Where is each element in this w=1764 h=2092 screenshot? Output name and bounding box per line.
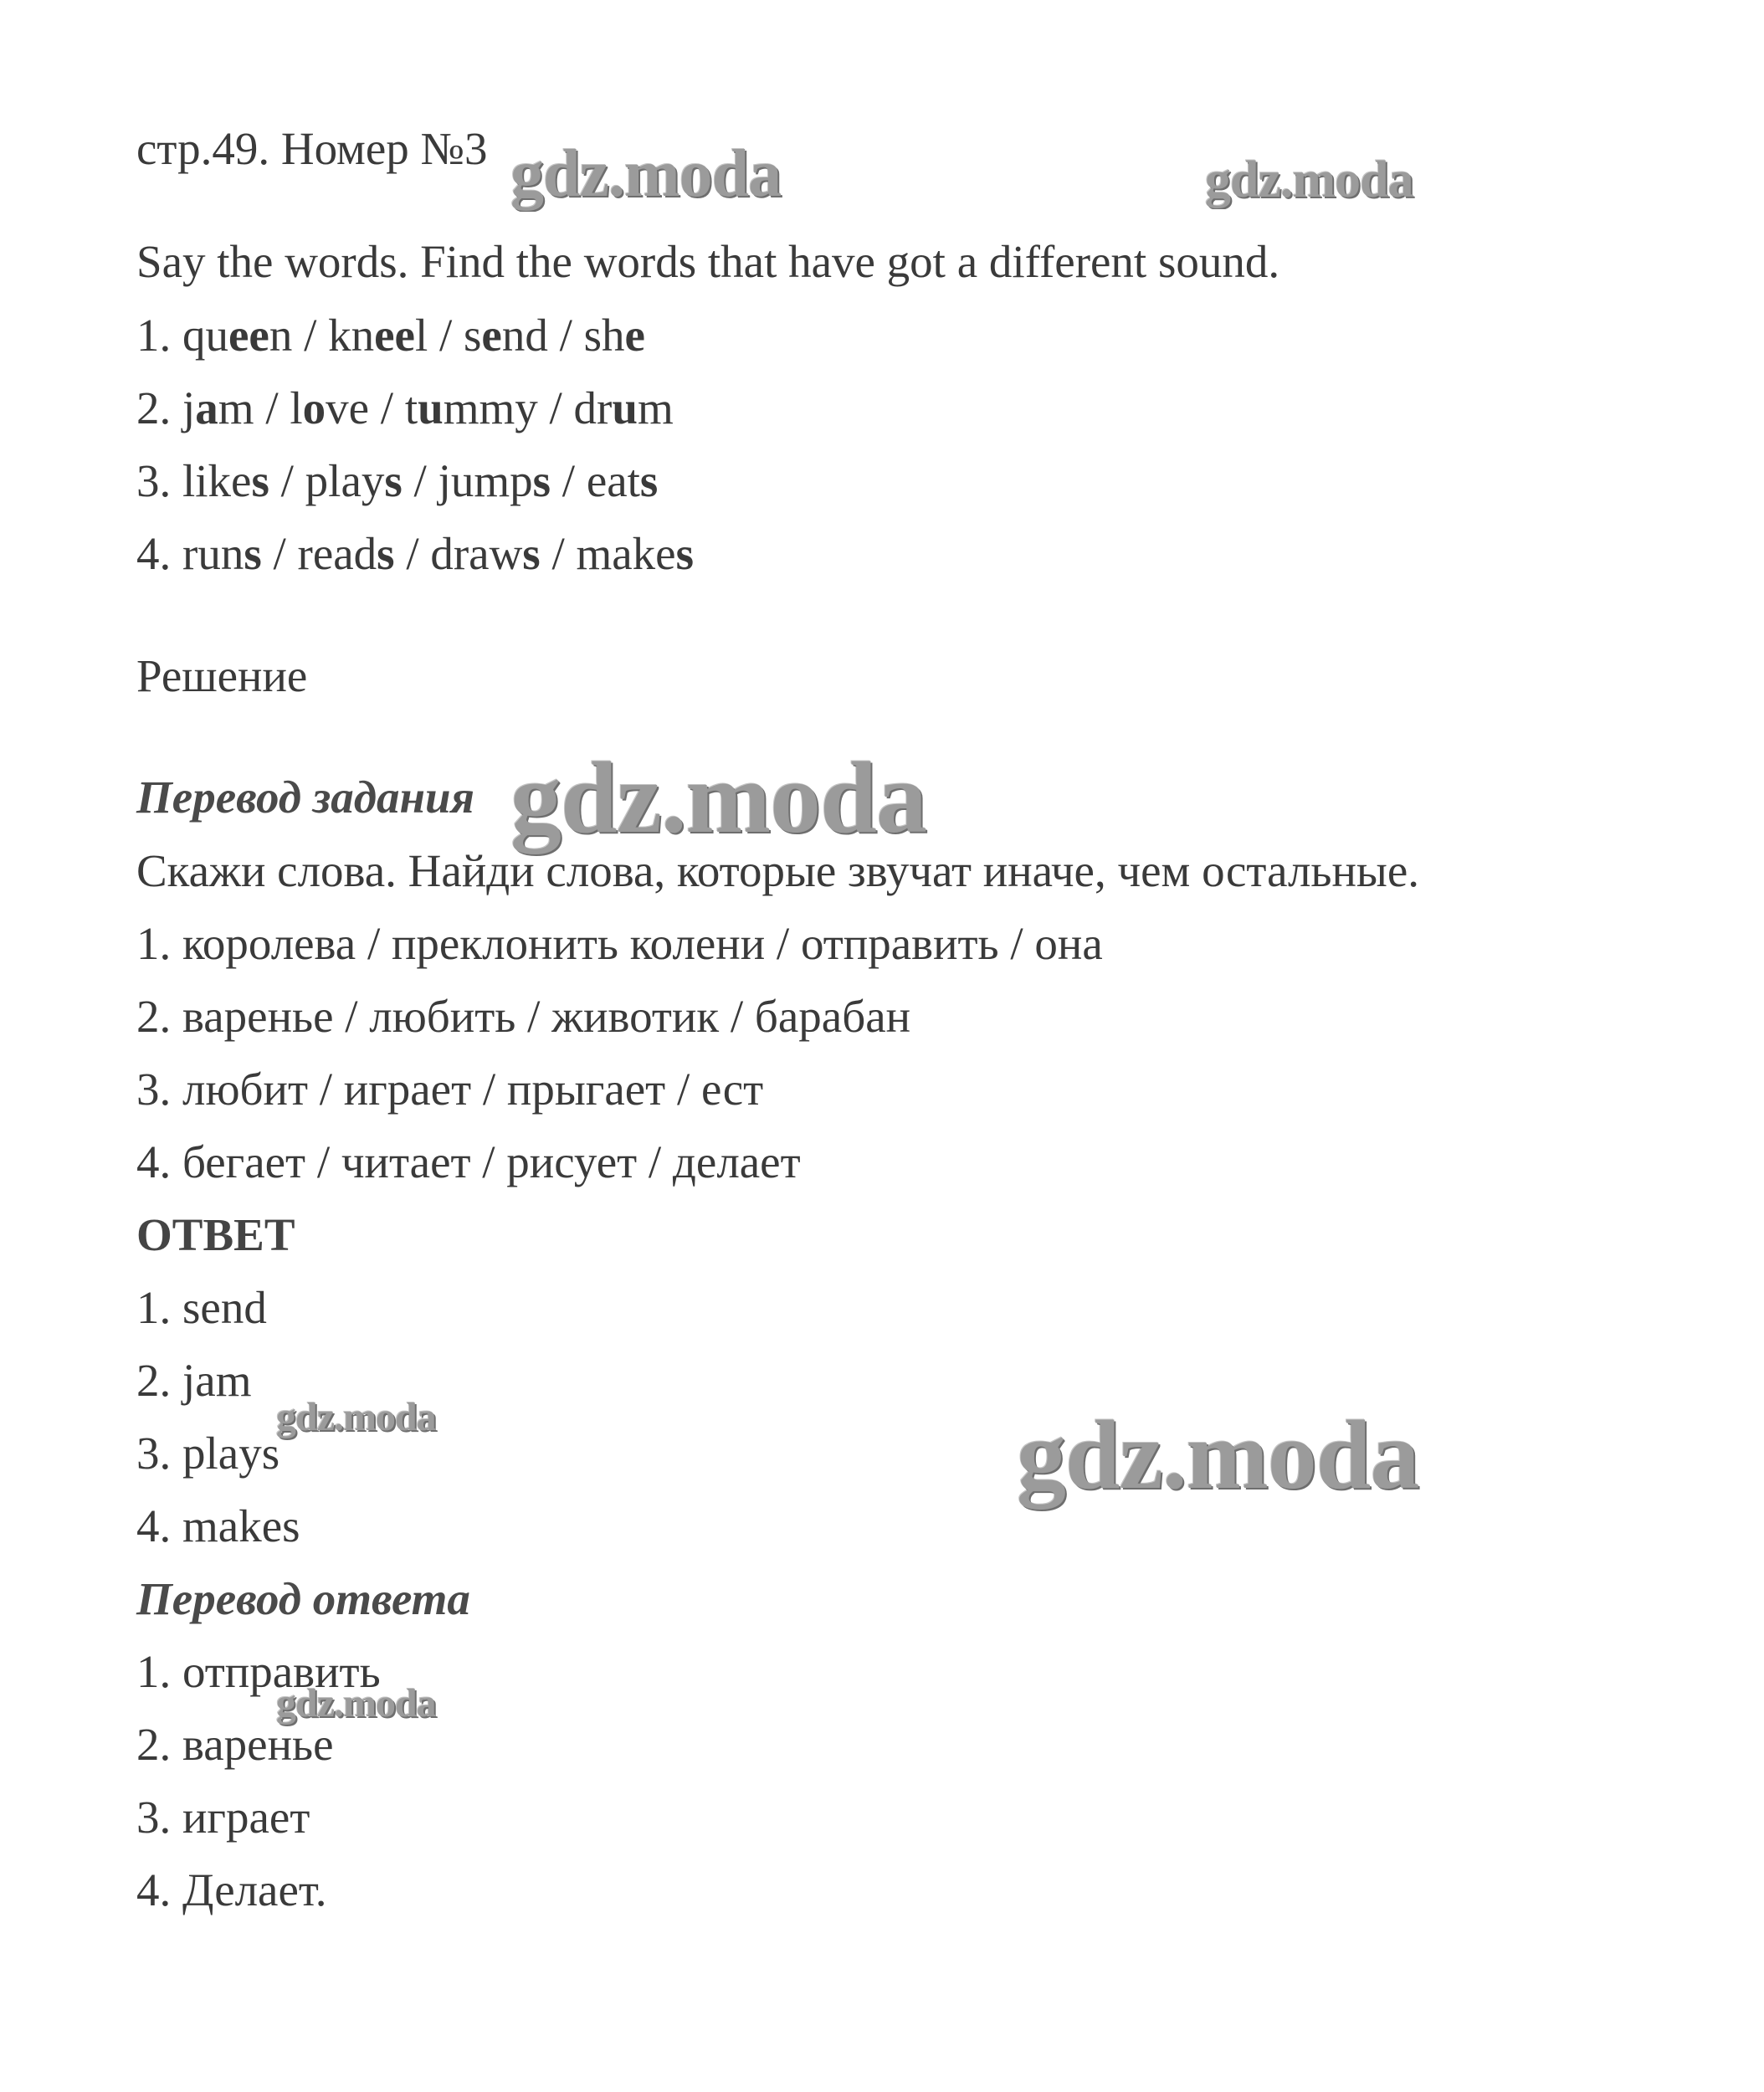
word-part: l	[290, 382, 303, 433]
word-part: j	[182, 382, 196, 433]
word-separator: /	[292, 310, 329, 361]
word-separator: /	[394, 528, 431, 579]
word	[182, 382, 254, 433]
word	[584, 310, 645, 361]
translation-line-3: 3. любит / играет / прыгает / ест	[136, 1064, 764, 1115]
highlighted-sound: e	[624, 310, 645, 361]
translation-line-1: 1. королева / преклонить колени / отправить / она	[136, 918, 1103, 969]
answer-translation-line-4: 4. Делает.	[136, 1864, 327, 1915]
highlighted-sound: a	[195, 382, 218, 433]
word	[430, 528, 540, 579]
word-separator: /	[269, 455, 305, 506]
answer-translation-line-1: 1. отправить	[136, 1646, 381, 1697]
word-part: ve	[326, 382, 370, 433]
task-item-1	[136, 310, 645, 361]
answer-translation-heading: Перевод ответа	[136, 1573, 470, 1624]
answer-line-3: 3. plays	[136, 1428, 280, 1479]
word-part: mmy	[443, 382, 538, 433]
word-separator: /	[537, 382, 574, 433]
word	[182, 455, 269, 506]
highlighted-sound: u	[612, 382, 638, 433]
highlighted-sound: s	[251, 455, 269, 506]
word-separator: /	[547, 310, 584, 361]
watermark-logo: gdz.moda	[276, 1395, 436, 1439]
word-part: eat	[586, 455, 640, 506]
word	[290, 382, 369, 433]
answer-translation-line-3: 3. играет	[136, 1792, 310, 1843]
word-part: sh	[583, 310, 625, 361]
word-part: play	[305, 455, 385, 506]
word-part: l	[414, 310, 428, 361]
word-separator: /	[261, 528, 298, 579]
highlighted-sound: s	[384, 455, 403, 506]
word	[305, 455, 403, 506]
highlighted-sound: s	[522, 528, 541, 579]
word-separator: /	[540, 528, 577, 579]
answer-heading: ОТВЕТ	[136, 1209, 295, 1260]
highlighted-sound: o	[302, 382, 326, 433]
word-separator: /	[254, 382, 290, 433]
solution-label: Решение	[136, 650, 308, 701]
highlighted-sound: s	[675, 528, 694, 579]
word	[182, 310, 292, 361]
translation-instruction: Скажи слова. Найди слова, которые звучат иначе, чем остальные.	[136, 845, 1420, 896]
item-number: 1.	[136, 310, 182, 361]
word-part: s	[464, 310, 482, 361]
word	[405, 382, 538, 433]
task-item-2	[136, 382, 674, 433]
word	[574, 382, 674, 433]
word	[298, 528, 395, 579]
word-part: draw	[430, 528, 523, 579]
task-item-4	[136, 528, 694, 579]
word	[182, 528, 262, 579]
highlighted-sound: s	[639, 455, 659, 506]
highlighted-sound: s	[532, 455, 551, 506]
highlighted-sound: u	[418, 382, 444, 433]
answer-translation-line-2: 2. варенье	[136, 1719, 334, 1770]
word-separator: /	[551, 455, 587, 506]
item-number: 2.	[136, 382, 182, 433]
word-separator: /	[428, 310, 464, 361]
translation-heading: Перевод задания	[136, 772, 474, 823]
word-separator: /	[369, 382, 405, 433]
answer-line-2: 2. jam	[136, 1355, 252, 1406]
task-instruction: Say the words. Find the words that have got a different sound.	[136, 236, 1280, 287]
answer-line-4: 4. makes	[136, 1500, 300, 1551]
answer-line-1: 1. send	[136, 1282, 267, 1333]
watermark-logo: gdz.moda	[510, 137, 782, 211]
highlighted-sound: e	[481, 310, 502, 361]
word-part: read	[297, 528, 377, 579]
watermark-logo: gdz.moda	[1205, 151, 1413, 208]
word-part: dr	[573, 382, 613, 433]
word-part: jump	[438, 455, 533, 506]
word-part: m	[637, 382, 674, 433]
word-part: n	[269, 310, 293, 361]
word-part: nd	[501, 310, 548, 361]
translation-line-2: 2. варенье / любить / животик / барабан	[136, 991, 911, 1042]
highlighted-sound: ee	[228, 310, 269, 361]
word-separator: /	[402, 455, 438, 506]
word-part: make	[576, 528, 676, 579]
page-header: стр.49. Номер №3	[136, 123, 488, 174]
word-part: qu	[182, 310, 228, 361]
item-number: 4.	[136, 528, 182, 579]
highlighted-sound: ee	[374, 310, 415, 361]
watermark-logo: gdz.moda	[510, 741, 926, 854]
highlighted-sound: s	[244, 528, 262, 579]
word-part: kn	[328, 310, 375, 361]
word	[587, 455, 659, 506]
item-number: 3.	[136, 455, 182, 506]
word	[438, 455, 551, 506]
word	[464, 310, 548, 361]
word-part: m	[218, 382, 254, 433]
word	[576, 528, 694, 579]
highlighted-sound: s	[377, 528, 395, 579]
translation-line-4: 4. бегает / читает / рисует / делает	[136, 1136, 801, 1187]
word-part: t	[404, 382, 418, 433]
watermark-logo: gdz.moda	[276, 1681, 436, 1725]
word-part: run	[182, 528, 244, 579]
word-part: like	[182, 455, 252, 506]
word	[328, 310, 428, 361]
watermark-logo: gdz.moda	[1017, 1400, 1419, 1510]
task-item-3	[136, 455, 659, 506]
